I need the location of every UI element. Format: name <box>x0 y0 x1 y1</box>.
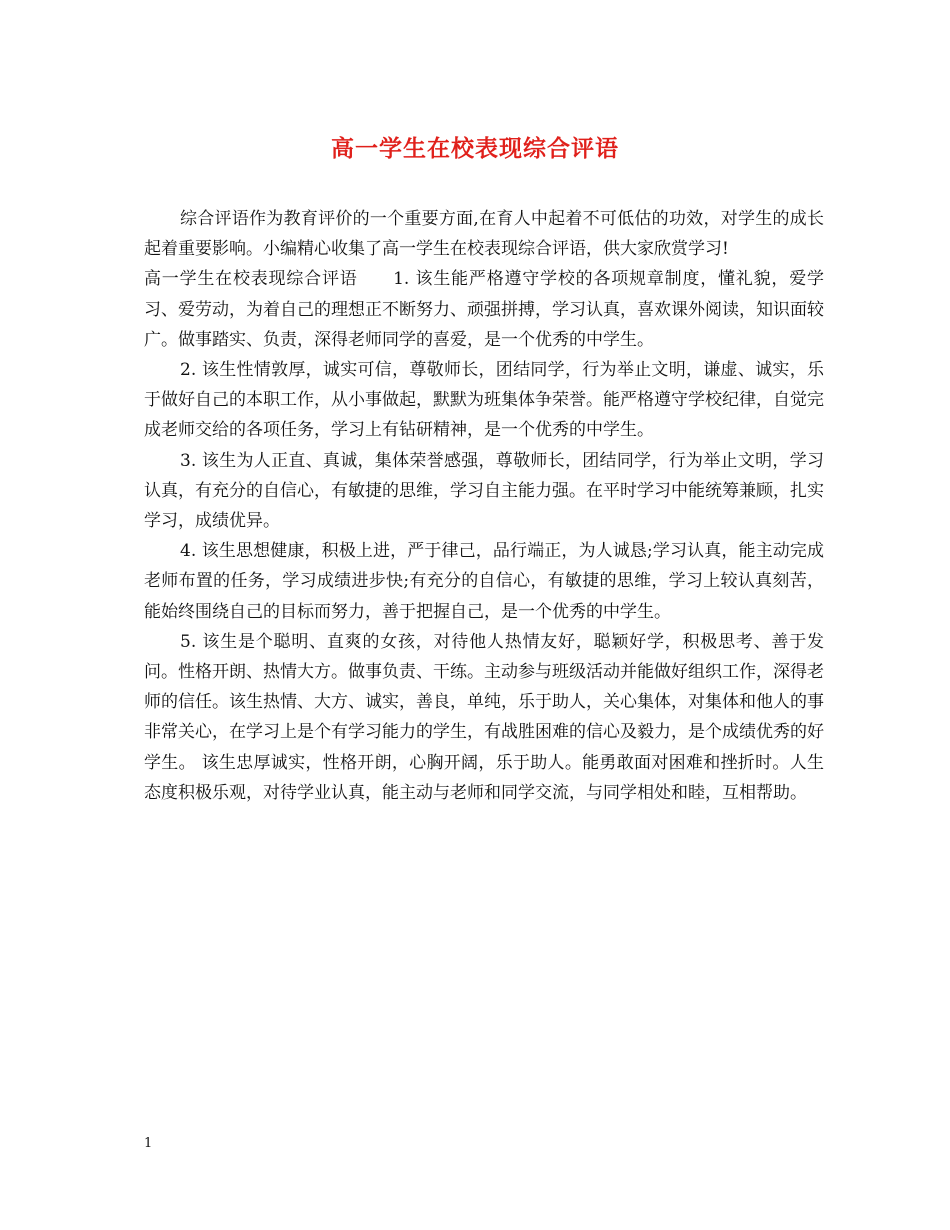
comment-paragraph-1: 高一学生在校表现综合评语 1. 该生能严格遵守学校的各项规章制度，懂礼貌，爱学习、爱劳动，为着自己的理想正不断努力、顽强拼搏，学习认真，喜欢课外阅读，知识面较广。做事踏实、负责，深得老师同学的喜爱，是一个优秀的中学生。 <box>144 269 824 350</box>
intro-paragraph: 综合评语作为教育评价的一个重要方面,在育人中起着不可低估的功效，对学生的成长起着重要影响。小编精心收集了高一学生在校表现综合评语，供大家欣赏学习! <box>144 209 824 260</box>
document-title: 高一学生在校表现综合评语 <box>331 135 619 162</box>
document-body <box>144 204 824 808</box>
comment-paragraph-5: 5. 该生是个聪明、直爽的女孩，对待他人热情友好，聪颖好学，积极思考、善于发问。性格开朗、热情大方。做事负责、干练。主动参与班级活动并能做好组织工作，深得老师的信任。该生热情、大方、诚实，善良，单纯，乐于助人，关心集体，对集体和他人的事非常关心，在学习上是个有学习能力的学生，有战胜困难的信心及毅力，是个成绩优秀的好学生。 该生忠厚诚实，性格开朗，心胸开阔，乐于助人。能勇敢面对困难和挫折时。人生态度积极乐观，对待学业认真，能主动与老师和同学交流，与同学相处和睦，互相帮助。 <box>144 631 824 803</box>
comment-paragraph-3: 3. 该生为人正直、真诚，集体荣誉感强，尊敬师长，团结同学，行为举止文明，学习认真，有充分的自信心，有敏捷的思维，学习自主能力强。在平时学习中能统筹兼顾，扎实学习，成绩优异。 <box>144 450 824 532</box>
comment-paragraph-2: 2. 该生性情敦厚，诚实可信，尊敬师长，团结同学，行为举止文明，谦虚、诚实，乐于做好自己的本职工作，从小事做起，默默为班集体争荣誉。能严格遵守学校纪律，自觉完成老师交给的各项任务，学习上有钻研精神，是一个优秀的中学生。 <box>144 360 824 441</box>
page-number: 1 <box>144 1136 153 1151</box>
comment-paragraph-4: 4. 该生思想健康，积极上进，严于律己，品行端正，为人诚恳;学习认真，能主动完成老师布置的任务，学习成绩进步快;有充分的自信心，有敏捷的思维，学习上较认真刻苦，能始终围绕自己的目标而努力，善于把握自己，是一个优秀的中学生。 <box>144 541 824 622</box>
